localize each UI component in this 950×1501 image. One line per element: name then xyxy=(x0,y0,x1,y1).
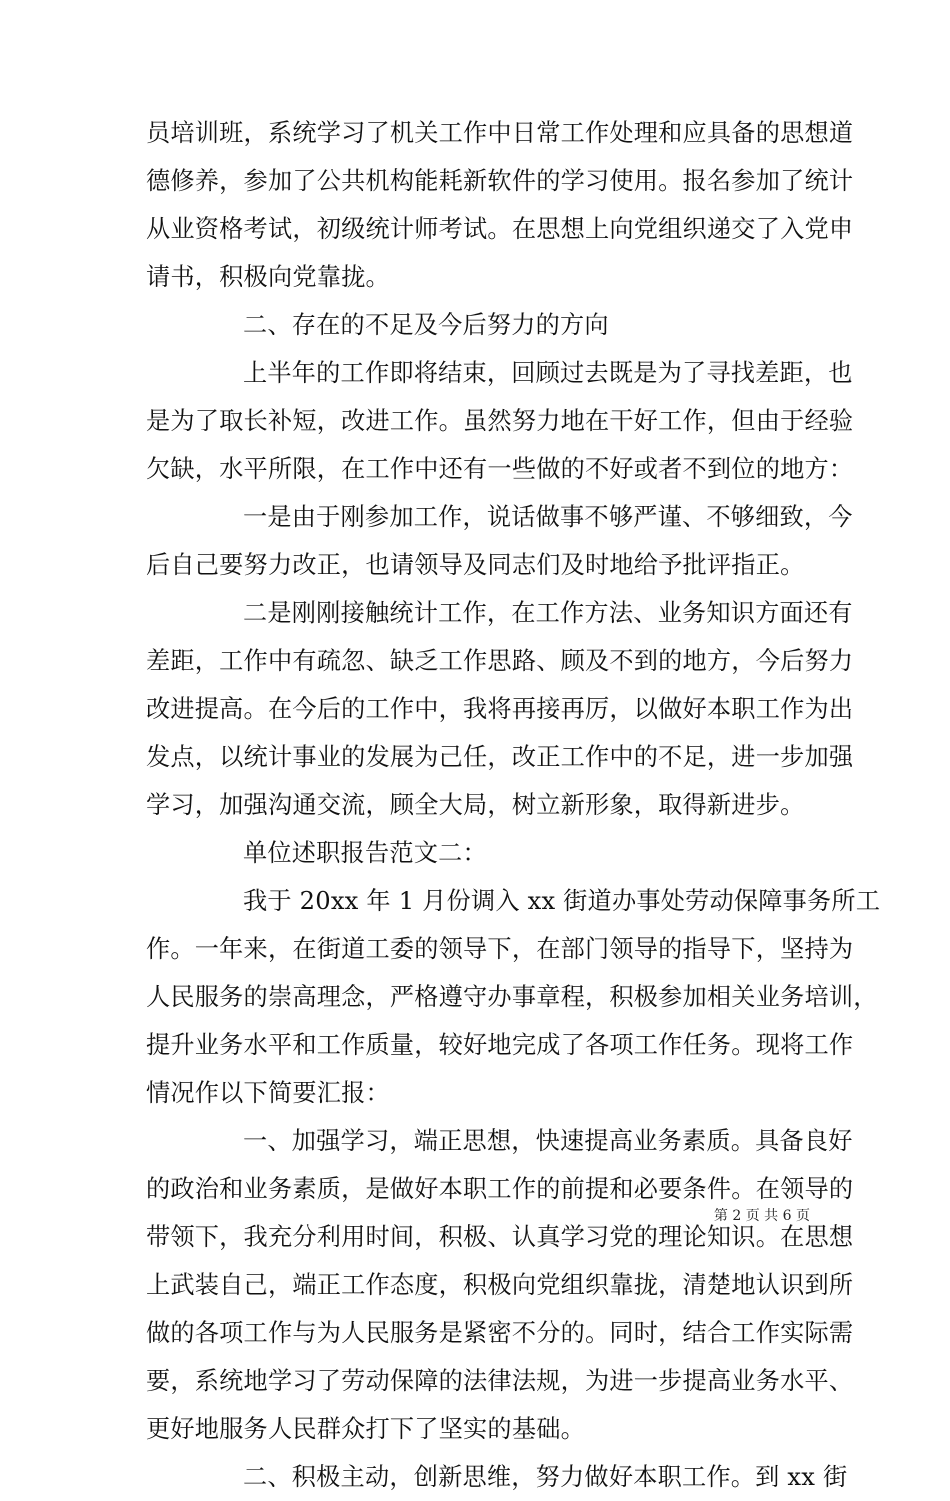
text-line: 情况作以下简要汇报： xyxy=(146,1079,390,1107)
text-line: 学习，加强沟通交流，顾全大局，树立新形象，取得新进步。 xyxy=(146,791,805,819)
paragraph-start: 一、加强学习，端正思想，快速提高业务素质。具备良好 xyxy=(243,1127,853,1155)
paragraph-start: 二、积极主动，创新思维，努力做好本职工作。到 xx 街 xyxy=(243,1463,848,1491)
text-line: 从业资格考试，初级统计师考试。在思想上向党组织递交了入党申 xyxy=(146,215,854,243)
text-line: 后自己要努力改正，也请领导及同志们及时地给予批评指正。 xyxy=(146,551,805,579)
text-line: 是为了取长补短，改进工作。虽然努力地在干好工作，但由于经验 xyxy=(146,407,854,435)
body-text xyxy=(146,109,881,1501)
text-line: 做的各项工作与为人民服务是紧密不分的。同时，结合工作实际需 xyxy=(146,1319,854,1347)
text-line: 作。一年来，在街道工委的领导下，在部门领导的指导下，坚持为 xyxy=(146,935,854,963)
section-heading: 二、存在的不足及今后努力的方向 xyxy=(243,311,609,339)
text-line: 的政治和业务素质，是做好本职工作的前提和必要条件。在领导的 xyxy=(146,1175,854,1203)
text-line: 欠缺，水平所限，在工作中还有一些做的不好或者不到位的地方： xyxy=(146,455,854,483)
paragraph-start: 我于 20xx 年 1 月份调入 xx 街道办事处劳动保障事务所工 xyxy=(243,887,881,915)
paragraph-start: 二是刚刚接触统计工作，在工作方法、业务知识方面还有 xyxy=(243,599,853,627)
text-line: 上武装自己，端正工作态度，积极向党组织靠拢，清楚地认识到所 xyxy=(146,1271,854,1299)
text-line: 提升业务水平和工作质量，较好地完成了各项工作任务。现将工作 xyxy=(146,1031,854,1059)
text-line: 德修养，参加了公共机构能耗新软件的学习使用。报名参加了统计 xyxy=(146,167,854,195)
text-line: 改进提高。在今后的工作中，我将再接再厉，以做好本职工作为出 xyxy=(146,695,854,723)
text-line: 要，系统地学习了劳动保障的法律法规，为进一步提高业务水平、 xyxy=(146,1367,854,1395)
page-number: 第 2 页 共 6 页 xyxy=(713,1208,810,1224)
paragraph-start: 一是由于刚参加工作，说话做事不够严谨、不够细致，今 xyxy=(243,503,853,531)
section-heading: 单位述职报告范文二： xyxy=(243,839,487,867)
text-line: 员培训班，系统学习了机关工作中日常工作处理和应具备的思想道 xyxy=(146,119,854,147)
paragraph-start: 上半年的工作即将结束，回顾过去既是为了寻找差距，也 xyxy=(243,359,853,387)
text-line: 请书，积极向党靠拢。 xyxy=(146,263,390,291)
text-line: 人民服务的崇高理念，严格遵守办事章程，积极参加相关业务培训， xyxy=(146,983,878,1011)
text-line: 更好地服务人民群众打下了坚实的基础。 xyxy=(146,1415,585,1443)
text-line: 带领下，我充分利用时间，积极、认真学习党的理论知识。在思想 xyxy=(146,1223,854,1251)
text-line: 发点，以统计事业的发展为己任，改正工作中的不足，进一步加强 xyxy=(146,743,854,771)
text-line: 差距，工作中有疏忽、缺乏工作思路、顾及不到的地方，今后努力 xyxy=(146,647,854,675)
